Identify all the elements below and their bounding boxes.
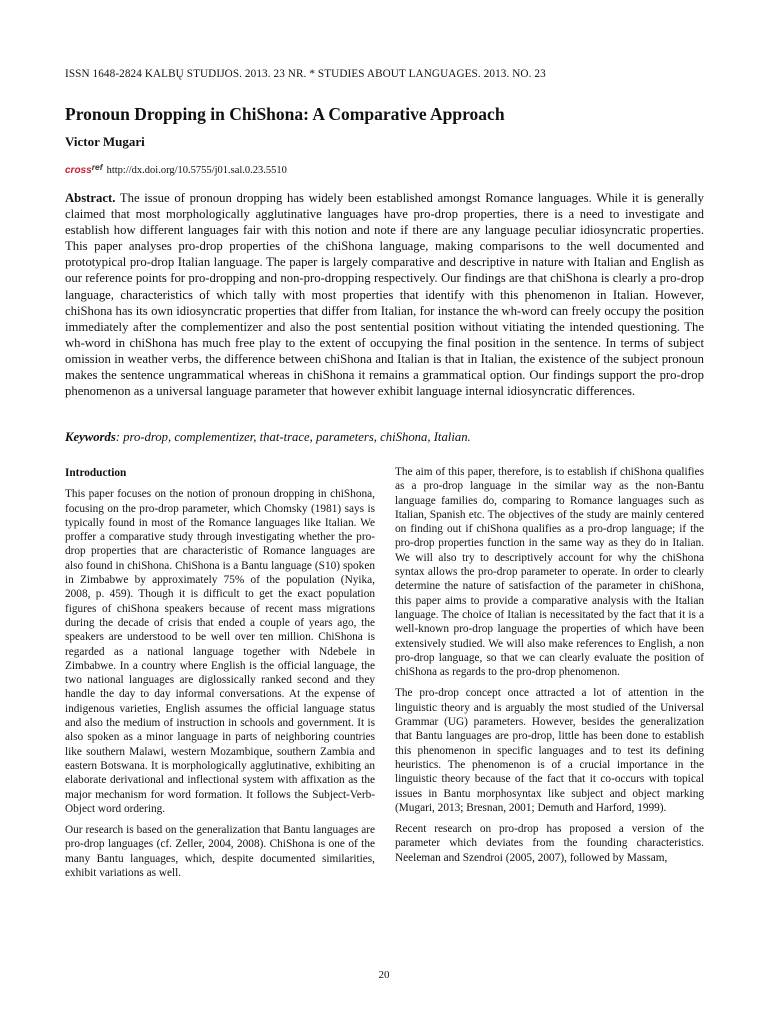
doi-link[interactable]: http://dx.doi.org/10.5755/j01.sal.0.23.5510: [106, 165, 287, 176]
paragraph: This paper focuses on the notion of pronoun dropping in chiShona, focusing on the pro-drop parameter, which Chomsky (1981) says is typically found in most of the Romance languages like Italian. We proffer a comparative study through investigating whether the pro-drop properties that are characteristic of Romance languages are also found in chiShona. ChiShona is a Bantu language (S10) spoken in Zimbabwe by approximately 75% of the population (Nyika, 2008, p. 459). Though it is difficult to get the exact population figures of chiShona speakers because of recent mass migrations during the decade of crisis that ended a couple of years ago, the speakers are understood to be well over ten million. ChiShona is regarded as a national language together with Ndebele in Zimbabwe. In a country where English is the official language, the two national languages are diglossically ranked second and they handle the day to day informal conversations. At the expense of indigenous varieties, English assumes the official language status and also the medium of instruction in schools and government. It is also spoken as a minor language in parts of neighboring countries like southern Malawi, western Mozambique, southern Zambia and eastern Botswana. It is morphologically agglutinative, exhibiting an elaborate derivational and inflectional system with affixation as the major mechanism for word formation. It follows the Subject-Verb-Object word ordering.: [65, 488, 375, 815]
paragraph: Recent research on pro-drop has proposed a version of the parameter which deviates from the founding characteristics. Neeleman and Szendroi (2005, 2007), followed by Massam,: [395, 823, 704, 864]
abstract-label: Abstract.: [65, 191, 116, 205]
right-column: [395, 465, 704, 872]
abstract: [65, 190, 704, 399]
paper-title: Pronoun Dropping in ChiShona: A Comparative Approach: [65, 104, 505, 124]
left-column: [65, 466, 375, 887]
keywords-text: : pro-drop, complementizer, that-trace, parameters, chiShona, Italian.: [115, 430, 471, 444]
paragraph: Our research is based on the generalization that Bantu languages are pro-drop languages (cf. Zeller, 2004, 2008). ChiShona is one of the many Bantu languages, which, despite documented similarities, exhibit variations as well.: [65, 824, 375, 880]
section-heading-introduction: Introduction: [65, 467, 127, 479]
doi-row: [65, 162, 287, 176]
journal-header: ISSN 1648-2824 KALBŲ STUDIJOS. 2013. 23 NR. * STUDIES ABOUT LANGUAGES. 2013. NO. 23: [65, 68, 546, 80]
abstract-text: The issue of pronoun dropping has widely been established amongst Romance languages. While it is generally claimed that most morphologically agglutinative languages have pro-drop properties, there is a need to investigate and establish how different languages fair with this notion and note if there are any language peculiar idiosyncratic properties. This paper analyses pro-drop properties of the chiShona language, making comparisons to the well documented and prototypical pro-drop Italian language. The paper is largely comparative and descriptive in nature with Italian and English as our reference points for pro-dropping and non-pro-dropping respectively. Our findings are that chiShona is clearly a pro-drop language, characteristics of which tally with most properties that identify with this phenomenon in Italian. However, chiShona has its own idiosyncratic properties that differ from Italian, for instance the wh-word can freely occupy the position immediately after the complementizer and also the post sentential position without vitiating the intended questioning. The wh-word in chiShona has much free play to the extent of occupying the final position in the sentence. In terms of subject omission in weather verbs, the difference between chiShona and Italian is that in Italian, the existence of the subject pronoun makes the sentence ungrammatical whereas in chiShona it remains a grammatical option. Our findings support the pro-drop phenomenon as a universal language parameter that however exhibit language internal idiosyncratic differences.: [65, 191, 704, 399]
author-name: Victor Mugari: [65, 134, 145, 149]
paragraph: The pro-drop concept once attracted a lot of attention in the linguistic theory and is arguably the most studied of the Universal Grammar (UG) parameters. However, besides the generalization that Bantu languages are pro-drop, little has been done to establish this phenomenon in specific languages and to test its defining heuristics. The phenomenon is of a crucial importance in the linguistic theory because of the fact that it co-occurs with topical issues in Bantu morphosyntax like subject and object marking (Mugari, 2013; Bresnan, 2001; Demuth and Harford, 1999).: [395, 687, 704, 814]
keywords-label: Keywords: [65, 430, 116, 444]
page-number: 20: [378, 969, 390, 981]
crossref-logo: cross$^{ref}$: [65, 162, 103, 176]
paragraph: The aim of this paper, therefore, is to establish if chiShona qualifies as a pro-drop language in the similar way as the non-Bantu language families do, comparing to Romance languages such as Italian, Spanish etc. The objectives of the study are mainly centered on finding out if chiShona qualifies as a pro-drop language; if the pro-drop properties function in the same way as they do in Italian. We will also try to descriptively account for why the chiShona syntax allows the pro-drop parameter to operate. In order to clearly determine the nature of satisfaction of the parameter in chiShona, this paper aims to provide a comparative analysis with the Italian language. The choice of Italian is necessitated by the fact that it is a well-known pro-drop language the properties of which have been extensively studied. We will also make references to English, a non pro-drop language, so that we can clearly evaluate the position of chiShona as regards to the pro-drop phenomenon.: [395, 466, 704, 679]
keywords: [65, 430, 471, 445]
